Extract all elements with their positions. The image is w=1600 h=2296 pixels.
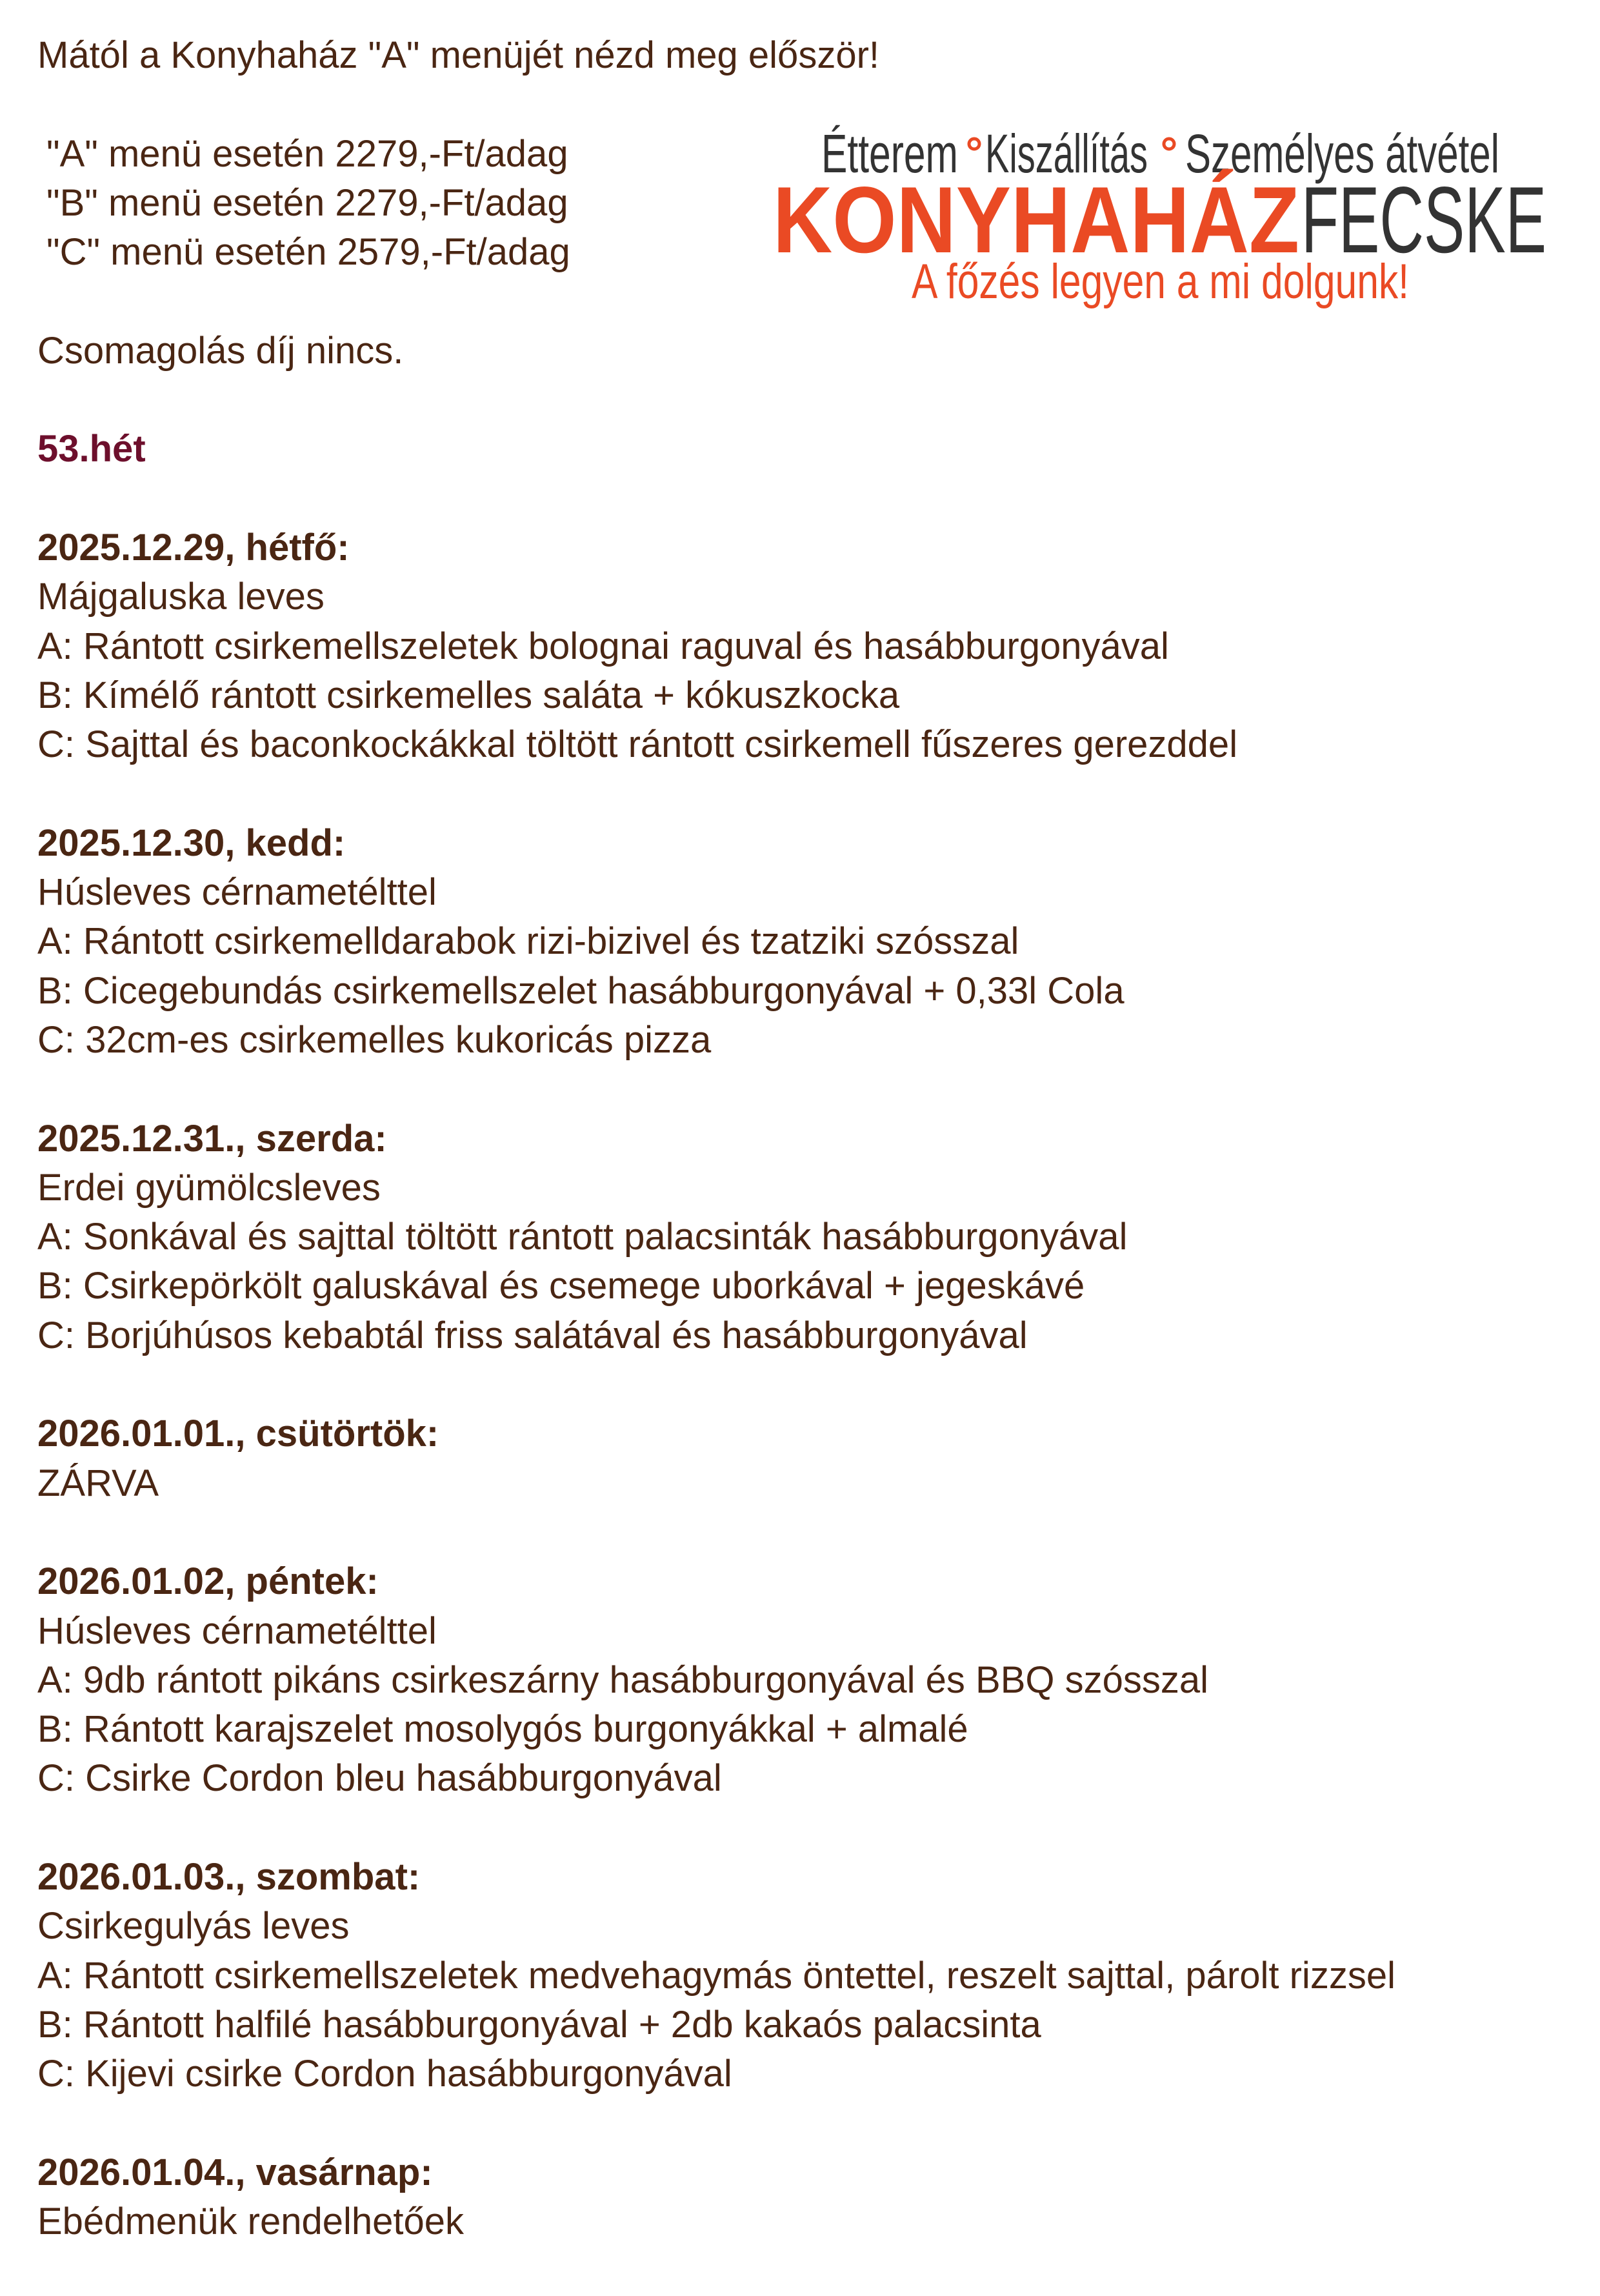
spacer	[37, 474, 1573, 523]
menu-a: A: Sonkával és sajttal töltött rántott palacsinták hasábburgonyával	[37, 1216, 1128, 1258]
menu-c: C: Csirke Cordon bleu hasábburgonyával	[37, 1757, 722, 1800]
menu-b: B: Rántott halfilé hasábburgonyával + 2db kakaós palacsinta	[37, 2003, 1041, 2046]
menu-a: A: Rántott csirkemellszeletek medvehagymás öntettel, reszelt sajttal, párolt rizzsel	[37, 1954, 1395, 1997]
week-label: 53.hét	[37, 428, 146, 470]
day-menu-tuesday	[37, 819, 1573, 1065]
bullet-icon	[969, 139, 979, 149]
menu-a: A: 9db rántott pikáns csirkeszárny hasábburgonyával és BBQ szósszal	[37, 1658, 1209, 1701]
order-notice: Ebédmenük rendelhetőek	[37, 2200, 465, 2243]
day-menu-thursday	[37, 1409, 1573, 1508]
price-c: "C" menü esetén 2579,-Ft/adag	[46, 231, 570, 274]
logo-service-delivery: Kiszállítás	[985, 123, 1148, 184]
bullet-icon	[1164, 139, 1174, 149]
soup: Májgaluska leves	[37, 576, 325, 618]
konyhahaz-fecske-logo	[761, 116, 1574, 323]
closed-notice: ZÁRVA	[37, 1462, 159, 1504]
menu-a: A: Rántott csirkemelldarabok rizi-bizivel és tzatziki szósszal	[37, 920, 1019, 963]
day-menu-friday	[37, 1557, 1573, 1803]
day-date: 2026.01.02, péntek:	[37, 1560, 379, 1603]
price-a: "A" menü esetén 2279,-Ft/adag	[46, 132, 568, 175]
menu-b: B: Csirkepörkölt galuskával és csemege uborkával + jegeskávé	[37, 1265, 1085, 1307]
menu-b: B: Cicegebundás csirkemellszelet hasábburgonyával + 0,33l Cola	[37, 969, 1125, 1012]
day-date: 2025.12.29, hétfő:	[37, 526, 350, 569]
soup: Húsleves cérnametélttel	[37, 1609, 437, 1652]
price-b: "B" menü esetén 2279,-Ft/adag	[46, 181, 568, 224]
soup: Húsleves cérnametélttel	[37, 871, 437, 914]
intro-text: Mától a Konyhaház "A" menüjét nézd meg először!	[37, 34, 879, 76]
day-date: 2026.01.03., szombat:	[37, 1855, 421, 1898]
day-date: 2026.01.01., csütörtök:	[37, 1413, 439, 1455]
logo-slogan: A főzés legyen a mi dolgunk!	[912, 254, 1409, 309]
menu-b: B: Kímélő rántott csirkemelles saláta + kókuszkocka	[37, 674, 900, 716]
spacer	[37, 376, 1573, 425]
logo-service-restaurant: Étterem	[821, 123, 958, 184]
menu-c: C: Borjúhúsos kebabtál friss salátával és hasábburgonyával	[37, 1314, 1028, 1356]
logo-brand-konyhahaz: KONYHAHÁZ	[773, 167, 1299, 272]
day-date: 2025.12.31., szerda:	[37, 1117, 387, 1160]
packaging-note: Csomagolás díj nincs.	[37, 329, 404, 372]
logo-brand-fecske: FECSKE	[1301, 167, 1546, 272]
day-menu-monday	[37, 523, 1573, 769]
menu-c: C: 32cm-es csirkemelles kukoricás pizza	[37, 1018, 712, 1061]
day-menu-wednesday	[37, 1114, 1573, 1360]
menu-c: C: Sajttal és baconkockákkal töltött rántott csirkemell fűszeres gerezddel	[37, 723, 1238, 766]
menu-b: B: Rántott karajszelet mosolygós burgonyákkal + almalé	[37, 1708, 968, 1751]
soup: Csirkegulyás leves	[37, 1905, 350, 1948]
day-date: 2025.12.30, kedd:	[37, 821, 346, 864]
day-menu-saturday	[37, 1853, 1573, 2099]
day-date: 2026.01.04., vasárnap:	[37, 2151, 433, 2193]
menu-document	[37, 31, 1573, 2296]
day-menu-sunday	[37, 2148, 1573, 2247]
logo-service-pickup: Személyes átvétel	[1185, 123, 1499, 184]
menu-c: C: Kijevi csirke Cordon hasábburgonyával	[37, 2053, 732, 2095]
menu-a: A: Rántott csirkemellszeletek bolognai raguval és hasábburgonyával	[37, 625, 1169, 667]
soup: Erdei gyümölcsleves	[37, 1166, 381, 1209]
